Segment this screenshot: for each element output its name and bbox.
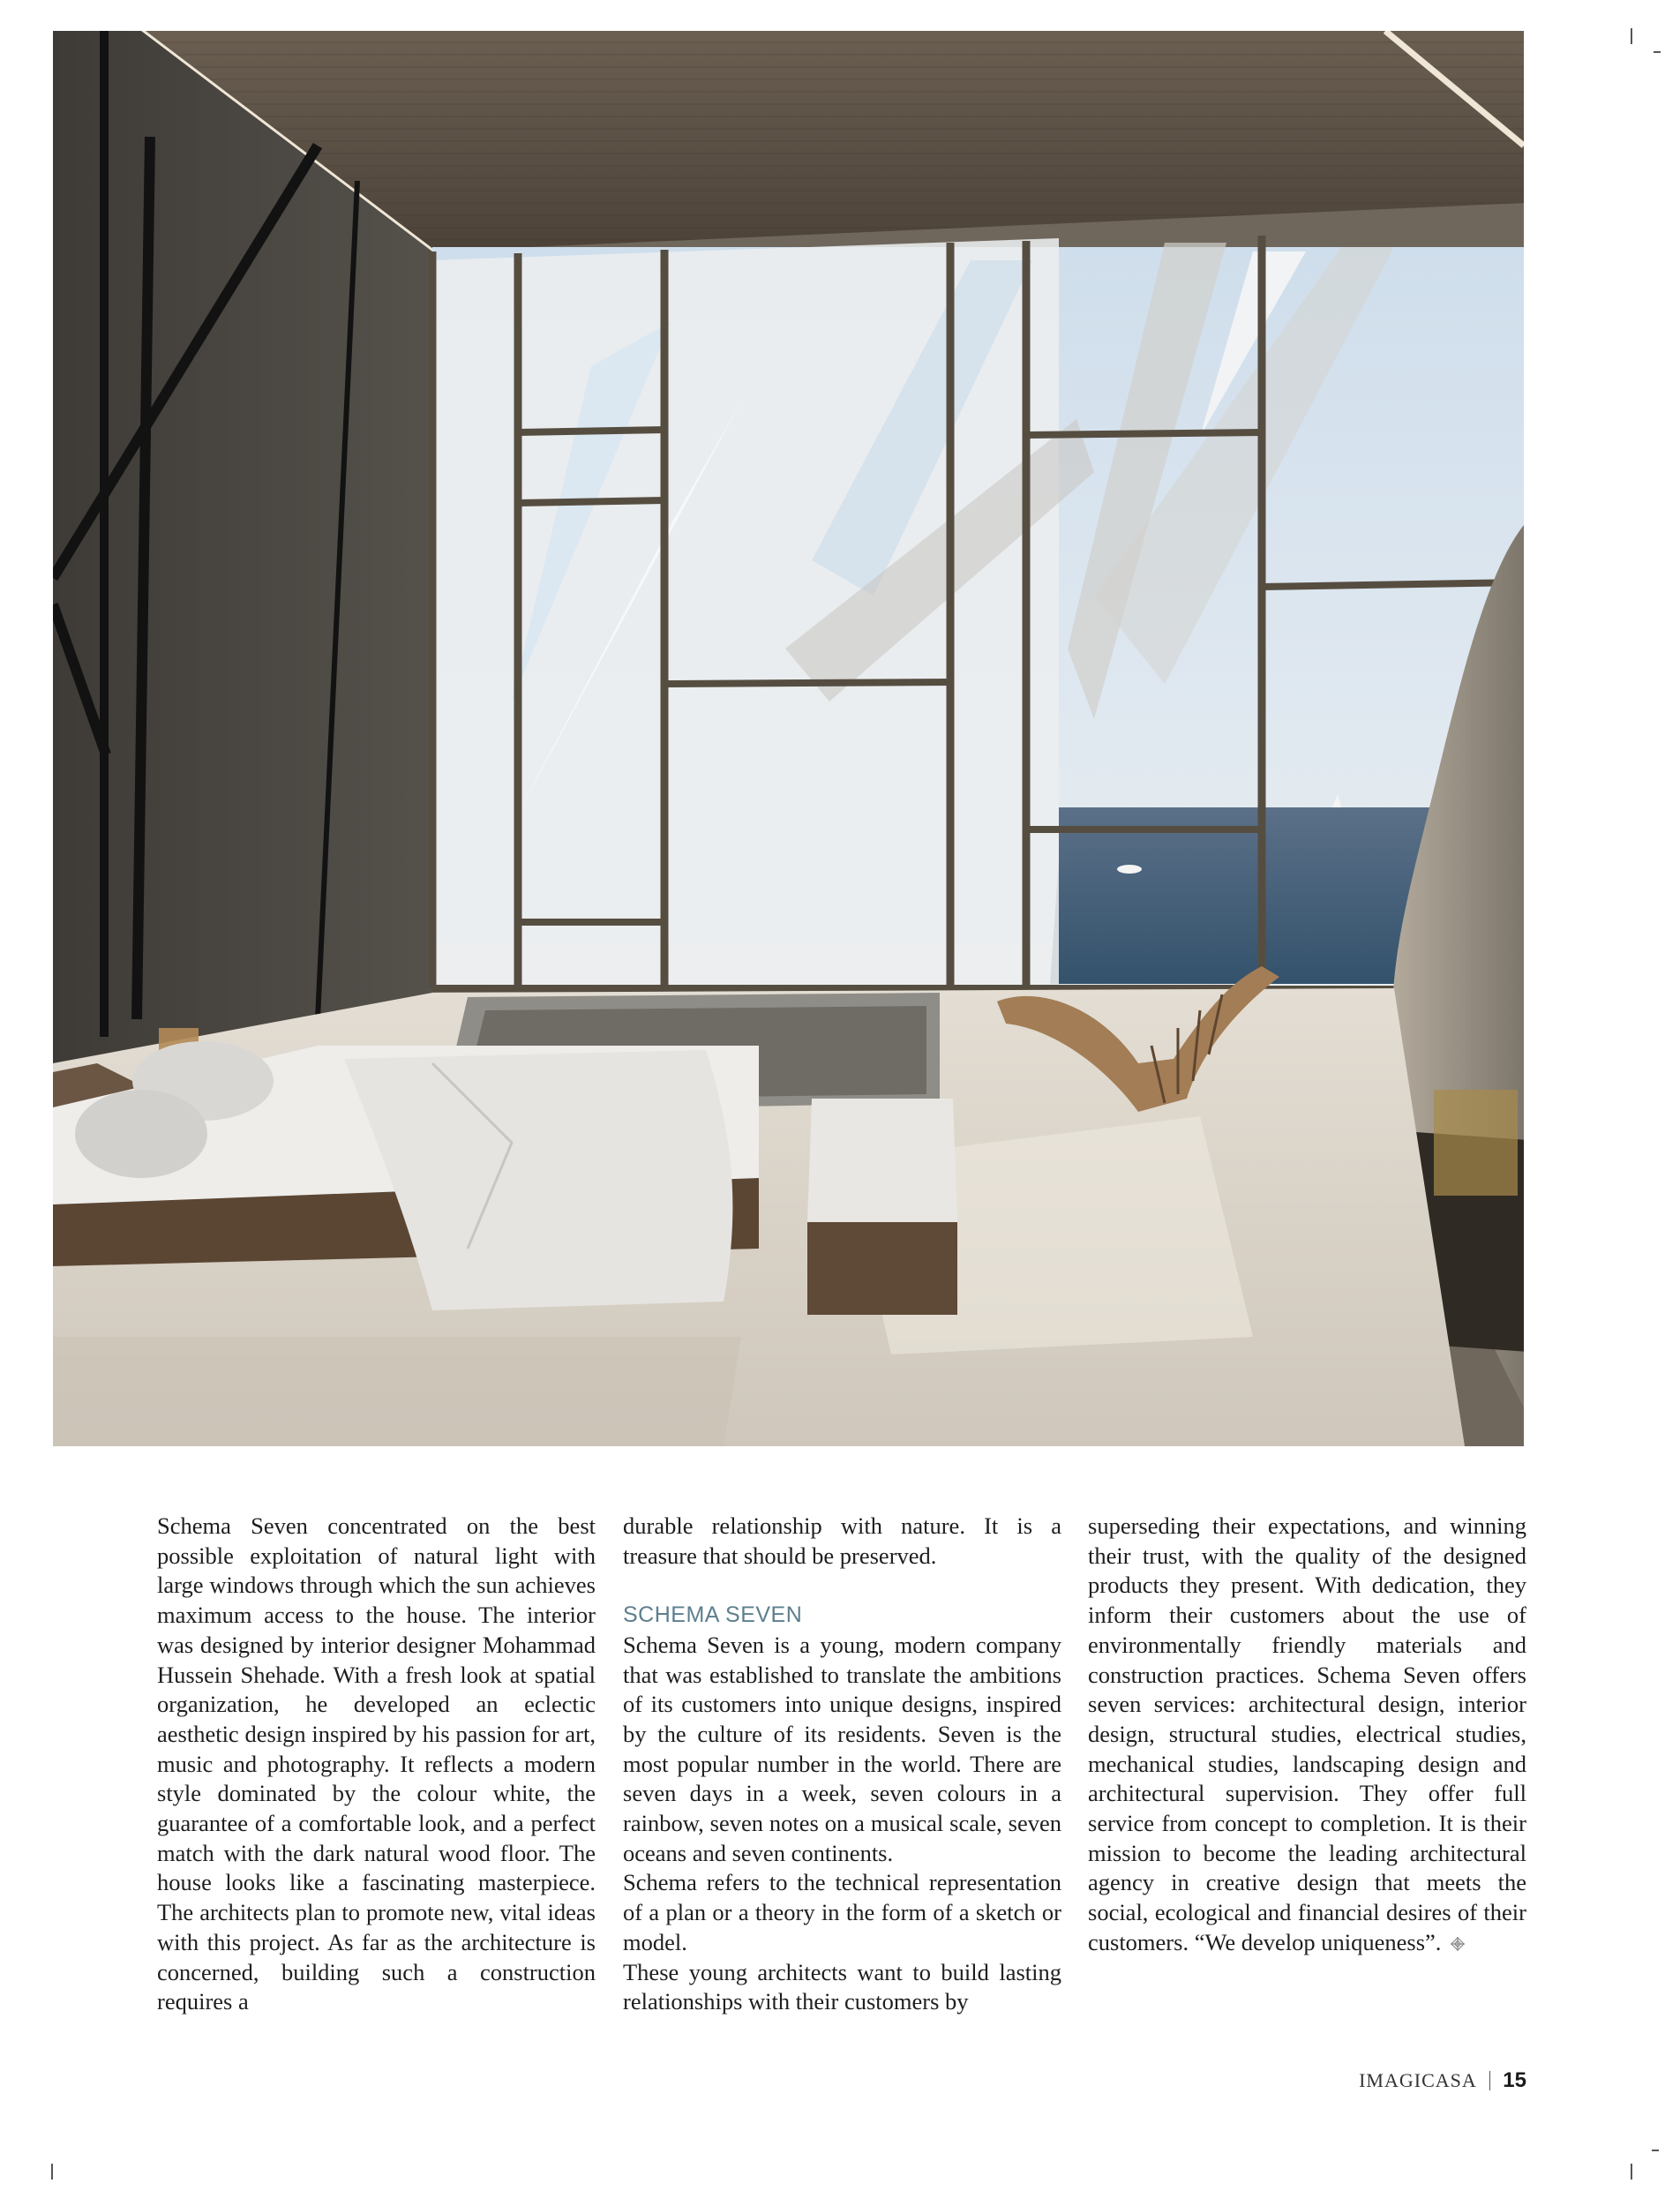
crop-mark [1654, 51, 1661, 53]
article-column-3 [1088, 1512, 1526, 1958]
paragraph-gap [623, 1571, 1061, 1601]
hero-photo [53, 31, 1524, 1446]
magazine-name: IMAGICASA [1359, 2069, 1477, 2091]
article-column-1 [157, 1512, 596, 2017]
crop-mark [1652, 2150, 1659, 2151]
closing-paragraph-text: superseding their expectations, and winning their trust, with the quality of the designed products they present. With dedication, they inform their customers about the use of environmentally friendly materials and construction practices. Schema Seven offers seven services: architectural design, interior design, structural studies, electrical studies, mechanical studies, landscaping design and architectural supervision. They offer full service from concept to completion. It is their mission to become the leading architectural agency in creative design that meets the social, ecological and financial desires of their customers. “We develop uniqueness”. [1088, 1512, 1526, 1955]
folio-divider [1489, 2071, 1491, 2090]
ornament-icon [1450, 1930, 1466, 1946]
crop-mark [1631, 2164, 1632, 2180]
body-paragraph: Schema Seven concentrated on the best possible exploitation of natural light with large windows through which the sun achieves maximum access to the house. The interior was designed by interior designer Mohammad Hussein Shehade. With a fresh look at spatial organization, he developed an eclectic aesthetic design inspired by his passion for art, music and photography. It reflects a modern style dominated by the colour white, the guarantee of a comfortable look, and a perfect match with the dark natural wood floor. The house looks like a fascinating masterpiece. The architects plan to promote new, vital ideas with this project. As far as the architecture is concerned, building such a construction requires a [157, 1512, 596, 2015]
body-paragraph: Schema Seven is a young, modern company that was established to translate the ambitions of its customers into unique designs, inspired by the culture of its residents. Seven is the most popular number in the world. There are seven days in a week, seven colours in a rainbow, seven notes on a musical scale, seven oceans and seven continents. [623, 1631, 1061, 1866]
body-paragraph: Schema refers to the technical representation of a plan or a theory in the form of a sketch or model. [623, 1869, 1061, 1955]
body-paragraph: durable relationship with nature. It is a treasure that should be preserved. [623, 1512, 1061, 1569]
crop-mark [51, 2164, 53, 2180]
article-column-2 [623, 1512, 1061, 2017]
page-footer [1359, 2068, 1526, 2093]
body-paragraph: These young architects want to build lasting relationships with their customers by [623, 1958, 1061, 2015]
page-number: 15 [1503, 2068, 1526, 2092]
body-paragraph [1088, 1512, 1526, 1958]
crop-mark [1631, 28, 1632, 44]
bedroom-rendering [53, 31, 1524, 1446]
section-heading: SCHEMA SEVEN [623, 1602, 803, 1628]
